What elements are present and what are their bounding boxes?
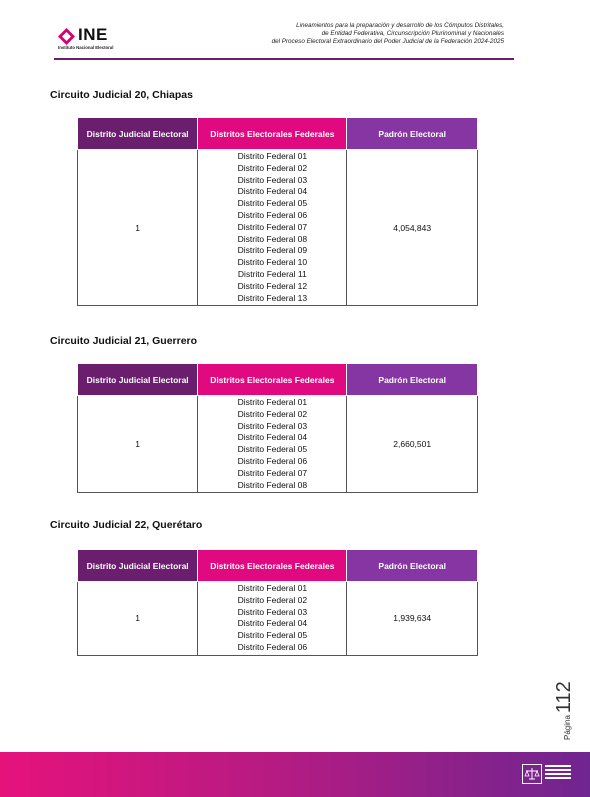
distrito-item: Distrito Federal 07 [237,221,308,232]
distrito-item: Distrito Federal 03 [237,606,308,617]
distrito-item: Distrito Federal 01 [237,583,308,593]
distrito-item: Distrito Federal 02 [237,408,308,419]
padron-cell: 2,660,501 [347,396,478,493]
distrito-item: Distrito Federal 05 [237,630,308,641]
distrito-item: Distrito Federal 08 [237,233,308,244]
table-row [78,582,478,656]
table-header-row [78,364,478,396]
distrito-item: Distrito Federal 06 [237,641,308,652]
header-padron: Padrón Electoral [347,364,478,396]
page-number-value: 112 [553,681,575,714]
header-line-2: de Entidad Federativa, Circunscripción Plurinominal y Nacionales [321,30,504,37]
distrito-item: Distrito Federal 13 [237,292,308,303]
distritos-cell [198,396,347,493]
distrito-item: Distrito Federal 12 [237,280,308,291]
distrito-item: Distrito Federal 01 [237,397,308,407]
distrito-item: Distrito Federal 11 [237,268,307,279]
distritos-cell [198,582,347,656]
table-header-row [78,550,478,582]
padron-cell: 4,054,843 [347,150,478,306]
page-header [0,0,590,62]
header-distritos-federales: Distritos Electorales Federales [198,364,347,396]
distrito-judicial-cell: 1 [78,582,198,656]
distrito-item: Distrito Federal 02 [237,162,308,173]
distrito-judicial-cell: 1 [78,150,198,306]
distrito-item: Distrito Federal 06 [237,209,308,220]
page-label: Página [563,715,572,740]
distrito-item: Distrito Federal 06 [237,455,308,466]
header-line-3: del Proceso Electoral Extraordinario del Poder Judicial de la Federación 2024-2025 [271,38,504,45]
distrito-item: Distrito Federal 08 [237,479,308,490]
distrito-item: Distrito Federal 04 [237,618,308,629]
page-footer [0,752,590,797]
distrito-judicial-cell: 1 [78,396,198,493]
section-title: Circuito Judicial 20, Chiapas [50,89,193,101]
table-header-row [78,118,478,150]
district-table [77,363,478,493]
distrito-item: Distrito Federal 02 [237,594,308,605]
distrito-item: Distrito Federal 07 [237,467,308,478]
distrito-item: Distrito Federal 03 [237,420,308,431]
document-header-text [174,22,504,46]
distrito-item: Distrito Federal 09 [237,245,308,256]
header-distritos-federales: Distritos Electorales Federales [198,550,347,582]
padron-cell: 1,939,634 [347,582,478,656]
logo-text: INE [78,25,108,44]
section-title: Circuito Judicial 21, Guerrero [50,335,198,347]
distrito-item: Distrito Federal 05 [237,444,308,455]
header-padron: Padrón Electoral [347,550,478,582]
distrito-item: Distrito Federal 01 [237,151,308,161]
table-row [78,150,478,306]
election-logo-text-mark [545,765,571,781]
header-padron: Padrón Electoral [347,118,478,150]
ine-diamond-icon [58,28,75,45]
ine-logo [58,26,138,52]
header-distrito-judicial: Distrito Judicial Electoral [78,118,198,150]
table-row [78,396,478,493]
distritos-cell [198,150,347,306]
header-line-1: Lineamientos para la preparación y desarrollo de los Cómputos Distritales, [296,22,504,29]
header-distrito-judicial: Distrito Judicial Electoral [78,364,198,396]
scales-icon [522,764,542,784]
distrito-item: Distrito Federal 04 [237,432,308,443]
distrito-item: Distrito Federal 10 [237,257,308,268]
distrito-item: Distrito Federal 04 [237,186,308,197]
header-distrito-judicial: Distrito Judicial Electoral [78,550,198,582]
logo-subtitle: Instituto Nacional Electoral [58,45,114,50]
distrito-item: Distrito Federal 03 [237,174,308,185]
distrito-item: Distrito Federal 05 [237,198,308,209]
district-table [77,117,478,306]
header-distritos-federales: Distritos Electorales Federales [198,118,347,150]
section-title: Circuito Judicial 22, Querétaro [50,519,203,531]
election-logo [522,762,582,788]
district-table [77,549,478,656]
header-divider [54,58,514,60]
